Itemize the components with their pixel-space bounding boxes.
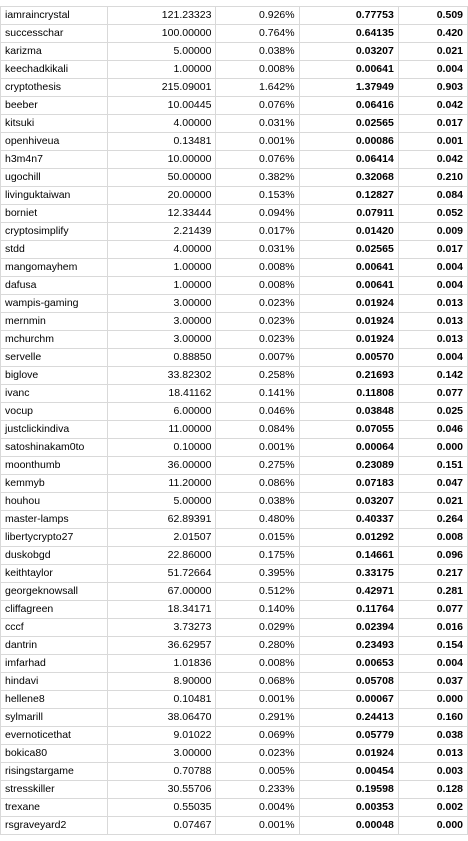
value-a-cell[interactable]: 0.02565 [299,241,398,259]
percent-cell[interactable]: 0.001% [216,133,299,151]
value-a-cell[interactable]: 0.00353 [299,799,398,817]
amount-cell[interactable]: 5.00000 [108,493,216,511]
amount-cell[interactable]: 10.00000 [108,151,216,169]
value-b-cell[interactable]: 0.037 [398,673,467,691]
account-name-cell[interactable]: biglove [1,367,108,385]
account-name-cell[interactable]: risingstargame [1,763,108,781]
value-a-cell[interactable]: 0.07055 [299,421,398,439]
amount-cell[interactable]: 62.89391 [108,511,216,529]
value-a-cell[interactable]: 0.02394 [299,619,398,637]
amount-cell[interactable]: 100.00000 [108,25,216,43]
value-a-cell[interactable]: 0.03207 [299,493,398,511]
value-b-cell[interactable]: 0.004 [398,61,467,79]
value-a-cell[interactable]: 0.05708 [299,673,398,691]
value-b-cell[interactable]: 0.004 [398,349,467,367]
table-row [1,331,468,349]
value-b-cell[interactable]: 0.004 [398,259,467,277]
percent-cell[interactable]: 0.008% [216,61,299,79]
value-a-cell[interactable]: 0.24413 [299,709,398,727]
percent-cell[interactable]: 0.023% [216,295,299,313]
account-name-cell[interactable]: mernmin [1,313,108,331]
value-b-cell[interactable]: 0.042 [398,151,467,169]
table-row [1,295,468,313]
table-row [1,313,468,331]
value-b-cell[interactable]: 0.077 [398,601,467,619]
amount-cell[interactable]: 0.88850 [108,349,216,367]
account-name-cell[interactable]: dafusa [1,277,108,295]
account-name-cell[interactable]: hindavi [1,673,108,691]
table-row [1,241,468,259]
account-name-cell[interactable]: libertycrypto27 [1,529,108,547]
value-a-cell[interactable]: 0.11764 [299,601,398,619]
value-a-cell[interactable]: 0.33175 [299,565,398,583]
account-name-cell[interactable]: borniet [1,205,108,223]
table-row [1,43,468,61]
value-b-cell[interactable]: 0.084 [398,187,467,205]
value-a-cell[interactable]: 0.77753 [299,7,398,25]
value-a-cell[interactable]: 0.01924 [299,295,398,313]
account-name-cell[interactable]: mangomayhem [1,259,108,277]
value-a-cell[interactable]: 0.03207 [299,43,398,61]
amount-cell[interactable]: 33.82302 [108,367,216,385]
value-a-cell[interactable]: 0.32068 [299,169,398,187]
amount-cell[interactable]: 0.10481 [108,691,216,709]
percent-cell[interactable]: 0.275% [216,457,299,475]
percent-cell[interactable]: 0.076% [216,97,299,115]
account-name-cell[interactable]: dantrin [1,637,108,655]
value-b-cell[interactable]: 0.013 [398,295,467,313]
account-name-cell[interactable]: trexane [1,799,108,817]
account-name-cell[interactable]: stdd [1,241,108,259]
value-b-cell[interactable]: 0.003 [398,763,467,781]
value-b-cell[interactable]: 0.013 [398,745,467,763]
account-name-cell[interactable]: cccf [1,619,108,637]
table-row [1,529,468,547]
account-name-cell[interactable]: servelle [1,349,108,367]
account-name-cell[interactable]: georgeknowsall [1,583,108,601]
amount-cell[interactable]: 0.07467 [108,817,216,835]
table-row [1,97,468,115]
value-b-cell[interactable]: 0.096 [398,547,467,565]
value-b-cell[interactable]: 0.046 [398,421,467,439]
percent-cell[interactable]: 0.038% [216,493,299,511]
value-b-cell[interactable]: 0.264 [398,511,467,529]
value-a-cell[interactable]: 0.03848 [299,403,398,421]
table-row [1,709,468,727]
value-b-cell[interactable]: 0.013 [398,313,467,331]
table-row [1,511,468,529]
amount-cell[interactable]: 4.00000 [108,115,216,133]
amount-cell[interactable]: 3.00000 [108,331,216,349]
percent-cell[interactable]: 0.382% [216,169,299,187]
value-a-cell[interactable]: 0.00064 [299,439,398,457]
table-row [1,601,468,619]
value-a-cell[interactable]: 0.23493 [299,637,398,655]
amount-cell[interactable]: 2.01507 [108,529,216,547]
table-row [1,367,468,385]
spreadsheet-grid [0,6,468,835]
table-row [1,547,468,565]
table-row [1,817,468,835]
value-a-cell[interactable]: 0.11808 [299,385,398,403]
percent-cell[interactable]: 0.031% [216,115,299,133]
amount-cell[interactable]: 18.41162 [108,385,216,403]
account-name-cell[interactable]: cliffagreen [1,601,108,619]
percent-cell[interactable]: 0.291% [216,709,299,727]
percent-cell[interactable]: 0.023% [216,331,299,349]
value-a-cell[interactable]: 0.07911 [299,205,398,223]
percent-cell[interactable]: 0.153% [216,187,299,205]
percent-cell[interactable]: 0.001% [216,439,299,457]
value-a-cell[interactable]: 0.06416 [299,97,398,115]
amount-cell[interactable]: 30.55706 [108,781,216,799]
account-name-cell[interactable]: justclickindiva [1,421,108,439]
account-name-cell[interactable]: rsgraveyard2 [1,817,108,835]
table-row [1,223,468,241]
account-name-cell[interactable]: iamraincrystal [1,7,108,25]
account-name-cell[interactable]: ugochill [1,169,108,187]
table-row [1,259,468,277]
value-a-cell[interactable]: 1.37949 [299,79,398,97]
value-a-cell[interactable]: 0.42971 [299,583,398,601]
table-row [1,277,468,295]
value-b-cell[interactable]: 0.077 [398,385,467,403]
value-b-cell[interactable]: 0.281 [398,583,467,601]
amount-cell[interactable]: 10.00445 [108,97,216,115]
value-b-cell[interactable]: 0.016 [398,619,467,637]
value-b-cell[interactable]: 0.013 [398,331,467,349]
amount-cell[interactable]: 1.00000 [108,277,216,295]
percent-cell[interactable]: 0.764% [216,25,299,43]
amount-cell[interactable]: 0.55035 [108,799,216,817]
account-name-cell[interactable]: hellene8 [1,691,108,709]
value-a-cell[interactable]: 0.00641 [299,277,398,295]
amount-cell[interactable]: 1.00000 [108,259,216,277]
percent-cell[interactable]: 0.017% [216,223,299,241]
value-b-cell[interactable]: 0.052 [398,205,467,223]
table-row [1,7,468,25]
amount-cell[interactable]: 8.90000 [108,673,216,691]
spreadsheet-body [1,7,468,835]
table-row [1,421,468,439]
value-b-cell[interactable]: 0.210 [398,169,467,187]
account-name-cell[interactable]: kitsuki [1,115,108,133]
account-name-cell[interactable]: houhou [1,493,108,511]
value-b-cell[interactable]: 0.000 [398,439,467,457]
value-b-cell[interactable]: 0.017 [398,115,467,133]
amount-cell[interactable]: 11.20000 [108,475,216,493]
percent-cell[interactable]: 0.046% [216,403,299,421]
account-name-cell[interactable]: cryptothesis [1,79,108,97]
account-name-cell[interactable]: imfarhad [1,655,108,673]
percent-cell[interactable]: 0.029% [216,619,299,637]
table-row [1,205,468,223]
table-row [1,439,468,457]
value-a-cell[interactable]: 0.23089 [299,457,398,475]
value-a-cell[interactable]: 0.14661 [299,547,398,565]
table-row [1,187,468,205]
value-a-cell[interactable]: 0.00570 [299,349,398,367]
percent-cell[interactable]: 0.480% [216,511,299,529]
value-b-cell[interactable]: 0.002 [398,799,467,817]
value-a-cell[interactable]: 0.00641 [299,61,398,79]
value-a-cell[interactable]: 0.07183 [299,475,398,493]
percent-cell[interactable]: 0.005% [216,763,299,781]
table-row [1,403,468,421]
amount-cell[interactable]: 11.00000 [108,421,216,439]
amount-cell[interactable]: 36.00000 [108,457,216,475]
table-row [1,691,468,709]
table-row [1,457,468,475]
value-b-cell[interactable]: 0.151 [398,457,467,475]
value-b-cell[interactable]: 0.509 [398,7,467,25]
account-name-cell[interactable]: kemmyb [1,475,108,493]
amount-cell[interactable]: 22.86000 [108,547,216,565]
table-row [1,61,468,79]
value-a-cell[interactable]: 0.00048 [299,817,398,835]
table-row [1,169,468,187]
value-a-cell[interactable]: 0.40337 [299,511,398,529]
value-a-cell[interactable]: 0.00641 [299,259,398,277]
account-name-cell[interactable]: cryptosimplify [1,223,108,241]
value-b-cell[interactable]: 0.154 [398,637,467,655]
table-row [1,25,468,43]
table-row [1,385,468,403]
amount-cell[interactable]: 36.62957 [108,637,216,655]
value-b-cell[interactable]: 0.008 [398,529,467,547]
percent-cell[interactable]: 0.001% [216,691,299,709]
table-row [1,565,468,583]
table-row [1,79,468,97]
amount-cell[interactable]: 3.00000 [108,295,216,313]
account-name-cell[interactable]: wampis-gaming [1,295,108,313]
value-a-cell[interactable]: 0.00653 [299,655,398,673]
percent-cell[interactable]: 0.141% [216,385,299,403]
percent-cell[interactable]: 0.926% [216,7,299,25]
table-row [1,493,468,511]
value-a-cell[interactable]: 0.00086 [299,133,398,151]
account-name-cell[interactable]: duskobgd [1,547,108,565]
value-b-cell[interactable]: 0.001 [398,133,467,151]
account-name-cell[interactable]: mchurchm [1,331,108,349]
value-b-cell[interactable]: 0.000 [398,691,467,709]
percent-cell[interactable]: 0.004% [216,799,299,817]
value-b-cell[interactable]: 0.021 [398,43,467,61]
value-a-cell[interactable]: 0.00454 [299,763,398,781]
percent-cell[interactable]: 0.068% [216,673,299,691]
value-a-cell[interactable]: 0.64135 [299,25,398,43]
amount-cell[interactable]: 6.00000 [108,403,216,421]
amount-cell[interactable]: 0.70788 [108,763,216,781]
value-a-cell[interactable]: 0.06414 [299,151,398,169]
value-b-cell[interactable]: 0.042 [398,97,467,115]
percent-cell[interactable]: 0.023% [216,745,299,763]
value-b-cell[interactable]: 0.000 [398,817,467,835]
percent-cell[interactable]: 0.175% [216,547,299,565]
amount-cell[interactable]: 0.10000 [108,439,216,457]
table-row [1,745,468,763]
amount-cell[interactable]: 18.34171 [108,601,216,619]
value-a-cell[interactable]: 0.01924 [299,745,398,763]
value-a-cell[interactable]: 0.01924 [299,331,398,349]
percent-cell[interactable]: 0.084% [216,421,299,439]
table-row [1,583,468,601]
table-row [1,763,468,781]
percent-cell[interactable]: 0.395% [216,565,299,583]
percent-cell[interactable]: 0.038% [216,43,299,61]
percent-cell[interactable]: 0.001% [216,817,299,835]
table-row [1,637,468,655]
amount-cell[interactable]: 38.06470 [108,709,216,727]
value-a-cell[interactable]: 0.01292 [299,529,398,547]
value-b-cell[interactable]: 0.160 [398,709,467,727]
value-a-cell[interactable]: 0.21693 [299,367,398,385]
value-a-cell[interactable]: 0.00067 [299,691,398,709]
value-a-cell[interactable]: 0.01924 [299,313,398,331]
account-name-cell[interactable]: openhiveua [1,133,108,151]
account-name-cell[interactable]: stresskiller [1,781,108,799]
percent-cell[interactable]: 0.015% [216,529,299,547]
percent-cell[interactable]: 1.642% [216,79,299,97]
value-a-cell[interactable]: 0.05779 [299,727,398,745]
amount-cell[interactable]: 215.09001 [108,79,216,97]
value-b-cell[interactable]: 0.142 [398,367,467,385]
percent-cell[interactable]: 0.258% [216,367,299,385]
value-a-cell[interactable]: 0.01420 [299,223,398,241]
account-name-cell[interactable]: sylmarill [1,709,108,727]
table-row [1,781,468,799]
value-b-cell[interactable]: 0.004 [398,277,467,295]
percent-cell[interactable]: 0.008% [216,259,299,277]
account-name-cell[interactable]: bokica80 [1,745,108,763]
table-row [1,799,468,817]
amount-cell[interactable]: 12.33444 [108,205,216,223]
account-name-cell[interactable]: h3m4n7 [1,151,108,169]
table-row [1,133,468,151]
percent-cell[interactable]: 0.233% [216,781,299,799]
amount-cell[interactable]: 1.00000 [108,61,216,79]
amount-cell[interactable]: 67.00000 [108,583,216,601]
value-b-cell[interactable]: 0.038 [398,727,467,745]
account-name-cell[interactable]: keechadkikali [1,61,108,79]
value-b-cell[interactable]: 0.025 [398,403,467,421]
value-b-cell[interactable]: 0.128 [398,781,467,799]
amount-cell[interactable]: 3.00000 [108,745,216,763]
percent-cell[interactable]: 0.512% [216,583,299,601]
percent-cell[interactable]: 0.023% [216,313,299,331]
account-name-cell[interactable]: successchar [1,25,108,43]
account-name-cell[interactable]: ivanc [1,385,108,403]
percent-cell[interactable]: 0.008% [216,655,299,673]
account-name-cell[interactable]: livinguktaiwan [1,187,108,205]
account-name-cell[interactable]: karizma [1,43,108,61]
percent-cell[interactable]: 0.008% [216,277,299,295]
amount-cell[interactable]: 5.00000 [108,43,216,61]
account-name-cell[interactable]: satoshinakam0to [1,439,108,457]
table-row [1,619,468,637]
amount-cell[interactable]: 0.13481 [108,133,216,151]
value-a-cell[interactable]: 0.12827 [299,187,398,205]
account-name-cell[interactable]: evernoticethat [1,727,108,745]
value-a-cell[interactable]: 0.19598 [299,781,398,799]
account-name-cell[interactable]: keithtaylor [1,565,108,583]
percent-cell[interactable]: 0.094% [216,205,299,223]
table-row [1,673,468,691]
value-b-cell[interactable]: 0.903 [398,79,467,97]
amount-cell[interactable]: 9.01022 [108,727,216,745]
amount-cell[interactable]: 4.00000 [108,241,216,259]
amount-cell[interactable]: 1.01836 [108,655,216,673]
table-row [1,349,468,367]
value-b-cell[interactable]: 0.420 [398,25,467,43]
table-row [1,475,468,493]
table-row [1,655,468,673]
amount-cell[interactable]: 3.73273 [108,619,216,637]
account-name-cell[interactable]: beeber [1,97,108,115]
percent-cell[interactable]: 0.069% [216,727,299,745]
percent-cell[interactable]: 0.280% [216,637,299,655]
account-name-cell[interactable]: master-lamps [1,511,108,529]
percent-cell[interactable]: 0.031% [216,241,299,259]
amount-cell[interactable]: 121.23323 [108,7,216,25]
table-row [1,115,468,133]
value-b-cell[interactable]: 0.009 [398,223,467,241]
amount-cell[interactable]: 2.21439 [108,223,216,241]
amount-cell[interactable]: 20.00000 [108,187,216,205]
amount-cell[interactable]: 3.00000 [108,313,216,331]
value-a-cell[interactable]: 0.02565 [299,115,398,133]
value-b-cell[interactable]: 0.217 [398,565,467,583]
amount-cell[interactable]: 51.72664 [108,565,216,583]
value-b-cell[interactable]: 0.047 [398,475,467,493]
percent-cell[interactable]: 0.007% [216,349,299,367]
account-name-cell[interactable]: moonthumb [1,457,108,475]
account-name-cell[interactable]: vocup [1,403,108,421]
percent-cell[interactable]: 0.076% [216,151,299,169]
table-row [1,727,468,745]
value-b-cell[interactable]: 0.021 [398,493,467,511]
table-row [1,151,468,169]
value-b-cell[interactable]: 0.004 [398,655,467,673]
percent-cell[interactable]: 0.086% [216,475,299,493]
percent-cell[interactable]: 0.140% [216,601,299,619]
value-b-cell[interactable]: 0.017 [398,241,467,259]
amount-cell[interactable]: 50.00000 [108,169,216,187]
